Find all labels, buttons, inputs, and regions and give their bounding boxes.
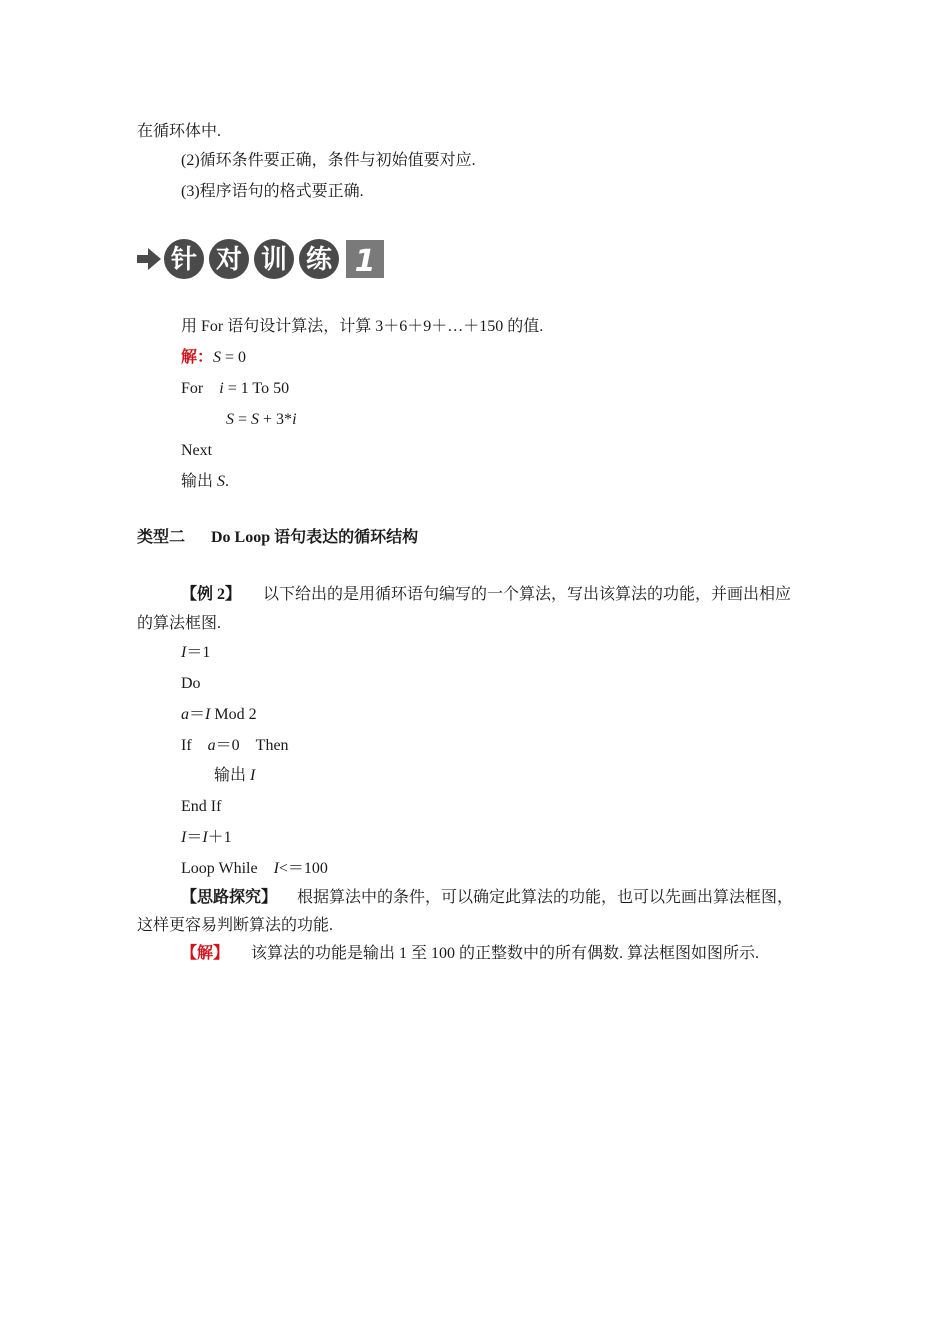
example-code-line-2: Do bbox=[181, 675, 201, 692]
example-code-line-4: If a＝0 Then bbox=[181, 737, 289, 754]
exercise-code-line-5: 输出 S. bbox=[181, 473, 230, 490]
section-heading bbox=[137, 528, 418, 548]
solution-label: 【解】 bbox=[181, 945, 230, 962]
banner-char-1: 针 bbox=[170, 245, 198, 275]
banner-number: 1 bbox=[354, 244, 376, 279]
banner-char-4: 练 bbox=[305, 245, 333, 275]
analysis-paragraph: 【思路探究】 根据算法中的条件，可以确定此算法的功能，也可以先画出算法框图， bbox=[181, 889, 794, 906]
banner-char-2: 对 bbox=[215, 245, 243, 275]
answer-label: 解： bbox=[181, 349, 214, 366]
exercise-code-line-2: For i = 1 To 50 bbox=[181, 380, 290, 397]
example-code-line-3: a＝I Mod 2 bbox=[181, 706, 257, 723]
example-label: 【例 2】 bbox=[181, 586, 242, 603]
arrow-icon bbox=[137, 248, 161, 270]
exercise-code-line-3: S = S + 3*i bbox=[226, 411, 297, 428]
exercise-code-line-4: Next bbox=[181, 442, 213, 459]
banner-char-3: 训 bbox=[260, 245, 288, 275]
section-title: Do Loop 语句表达的循环结构 bbox=[211, 529, 419, 546]
analysis-paragraph-cont: 这样更容易判断算法的功能. bbox=[137, 917, 334, 934]
analysis-label: 【思路探究】 bbox=[181, 889, 278, 906]
exercise-question: 用 For 语句设计算法，计算 3＋6＋9＋…＋150 的值. bbox=[181, 318, 544, 335]
example-statement-cont: 的算法框图. bbox=[137, 615, 222, 632]
section-type-label: 类型二 bbox=[137, 529, 186, 546]
example-statement: 【例 2】 以下给出的是用循环语句编写的一个算法，写出该算法的功能，并画出相应 bbox=[181, 586, 792, 603]
exercise-code-line-1: 解：S = 0 bbox=[181, 349, 247, 366]
solution-paragraph: 【解】 该算法的功能是输出 1 至 100 的正整数中的所有偶数. 算法框图如图所示. bbox=[181, 945, 760, 962]
example-code-line-7: I＝I＋1 bbox=[181, 829, 232, 846]
example-code-line-8: Loop While I<＝100 bbox=[181, 860, 328, 877]
example-code-line-5: 输出 I bbox=[214, 767, 256, 784]
practice-banner bbox=[137, 238, 387, 280]
paragraph-continuation: 在循环体中. bbox=[137, 123, 222, 140]
example-code-line-6: End If bbox=[181, 798, 222, 815]
example-code-line-1: I＝1 bbox=[181, 644, 211, 661]
note-item-3: (3)程序语句的格式要正确. bbox=[181, 183, 364, 200]
note-item-2: (2)循环条件要正确，条件与初始值要对应. bbox=[181, 152, 476, 169]
